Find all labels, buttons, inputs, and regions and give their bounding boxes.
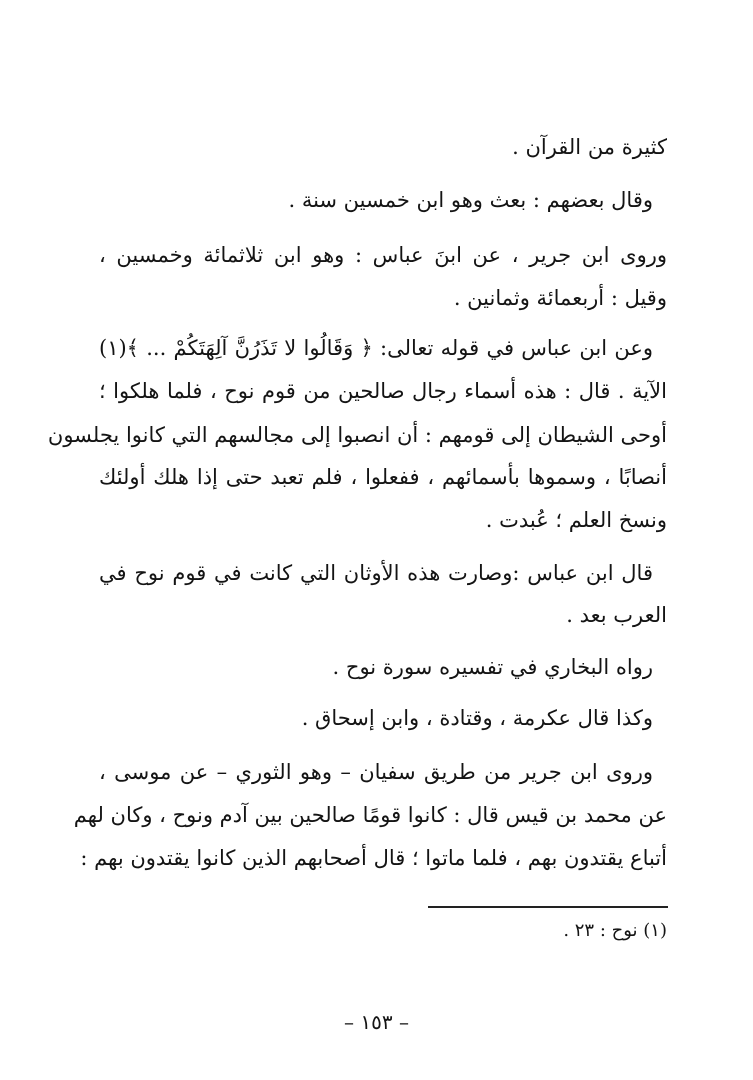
text-line-13: وكذا قال عكرمة ، وقتادة ، وابن إسحاق . (301, 706, 653, 730)
text-line-16: أتباع يقتدون بهم ، فلما ماتوا ؛ قال أصحابهم الذين كانوا يقتدون بهم : (80, 846, 667, 870)
footnote-divider (428, 906, 668, 908)
text-line-12: رواه البخاري في تفسيره سورة نوح . (332, 655, 653, 679)
text-line-6: الآية . قال : هذه أسماء رجال صالحين من قوم نوح ، فلما هلكوا ؛ (99, 379, 667, 403)
text-line-11: العرب بعد . (566, 603, 667, 627)
text-line-14: وروى ابن جرير من طريق سفيان – وهو الثوري – عن موسى ، (99, 760, 653, 784)
text-line-10: قال ابن عباس :وصارت هذه الأوثان التي كانت في قوم نوح في (99, 561, 653, 585)
text-line-8: أنصابًا ، وسموها بأسمائهم ، ففعلوا ، فلم تعبد حتى إذا هلك أولئك (99, 465, 667, 489)
text-line-2: وقال بعضهم : بعث وهو ابن خمسين سنة . (288, 188, 653, 212)
text-line-9: ونسخ العلم ؛ عُبدت . (485, 508, 667, 532)
text-line-15: عن محمد بن قيس قال : كانوا قومًا صالحين بين آدم ونوح ، وكان لهم (73, 803, 667, 827)
text-line-4: وقيل : أربعمائة وثمانين . (453, 286, 667, 310)
footnote: (١) نوح : ٢٣ . (563, 920, 667, 941)
text-line-5: وعن ابن عباس في قوله تعالى: ﴿ وَقَالُوا لا تَذَرُنَّ آلِهَتَكُمْ ... ﴾(١) (99, 336, 653, 360)
page-number: – ١٥٣ – (344, 1010, 409, 1034)
text-line-1: كثيرة من القرآن . (512, 135, 667, 159)
text-line-7: أوحى الشيطان إلى قومهم : أن انصبوا إلى مجالسهم التي كانوا يجلسون (47, 423, 667, 447)
text-line-3: وروى ابن جرير ، عن ابنَ عباس : وهو ابن ثلاثمائة وخمسين ، (99, 243, 667, 267)
